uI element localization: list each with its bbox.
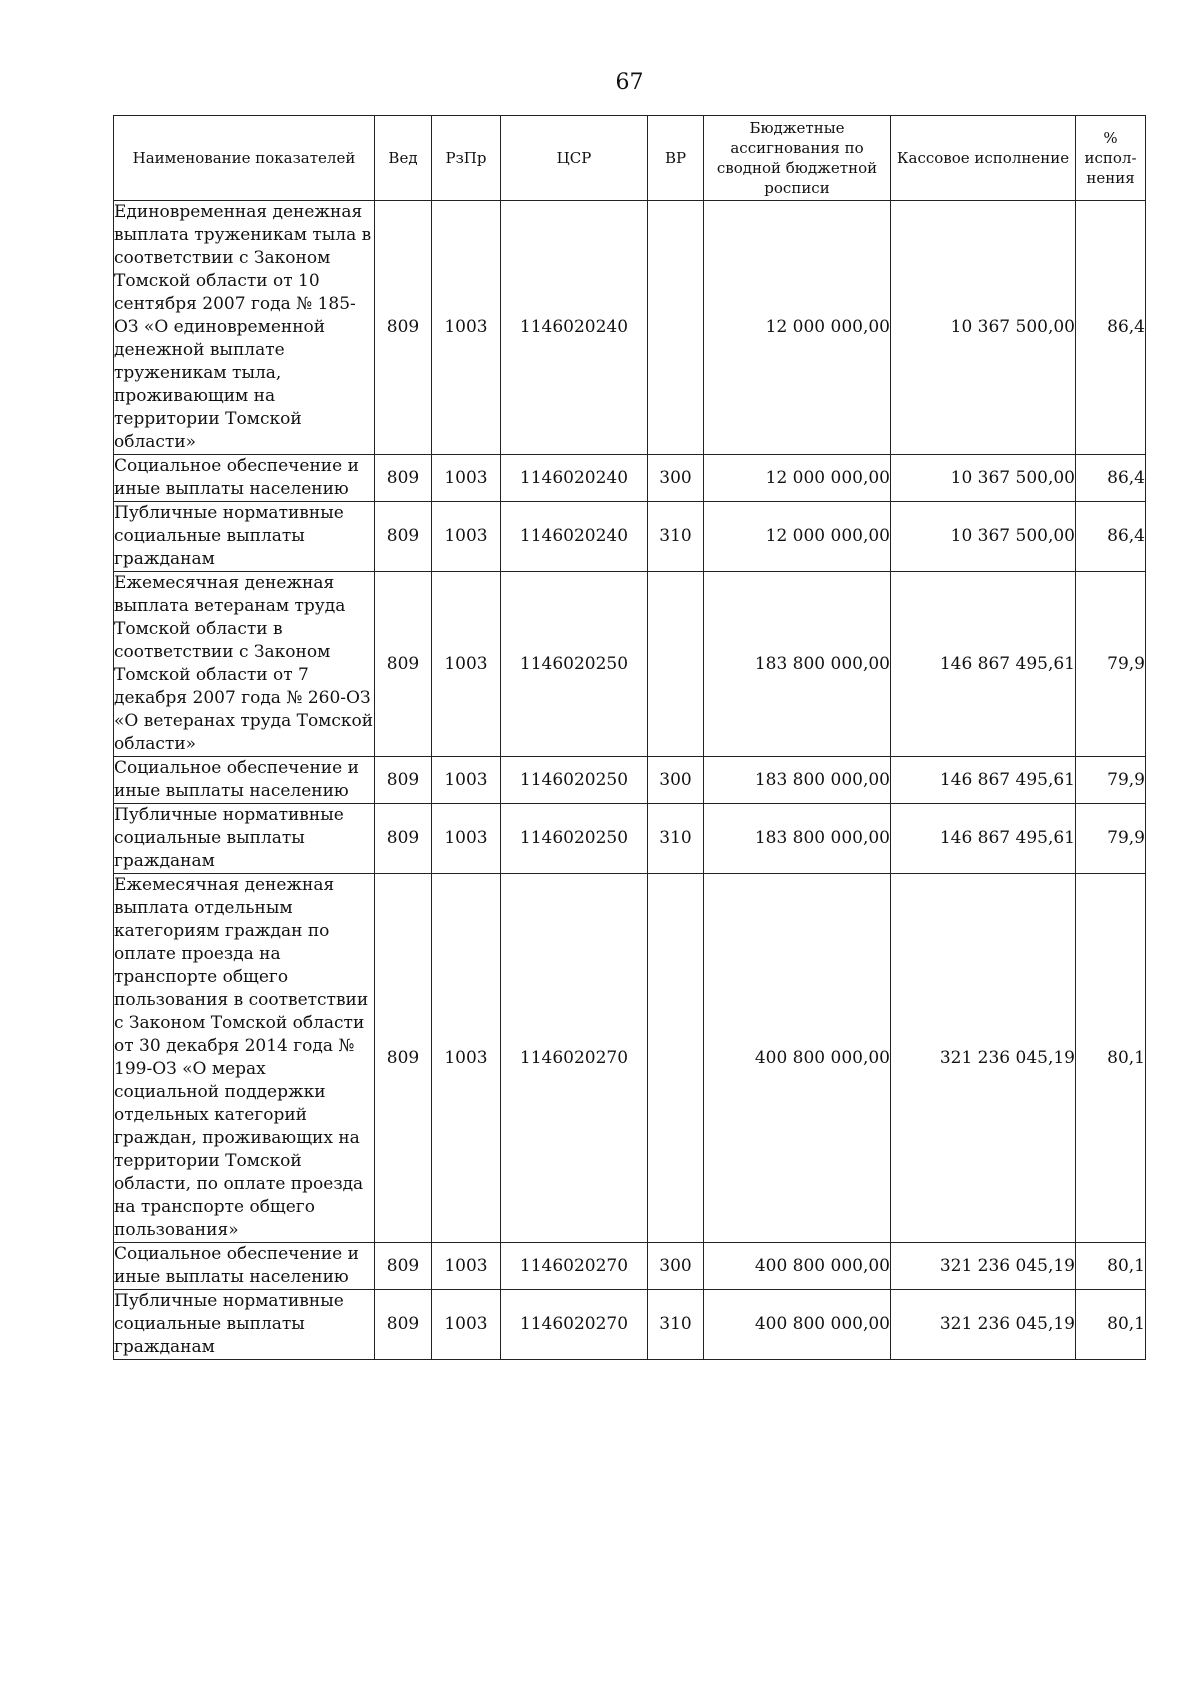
row-assignments: 12 000 000,00 xyxy=(704,502,891,572)
row-name: Публичные нормативные социальные выплаты гражданам xyxy=(114,502,375,572)
page-number: 67 xyxy=(615,70,644,95)
header-assignments: Бюджетные ассигнования по сводной бюджетной росписи xyxy=(704,116,891,201)
row-ved: 809 xyxy=(375,874,432,1243)
row-percent: 80,1 xyxy=(1076,1290,1146,1360)
row-percent: 80,1 xyxy=(1076,874,1146,1243)
row-name: Социальное обеспечение и иные выплаты населению xyxy=(114,1243,375,1290)
row-csr: 1146020240 xyxy=(501,201,648,455)
row-vr xyxy=(648,572,704,757)
row-rzpr: 1003 xyxy=(432,455,501,502)
row-name: Ежемесячная денежная выплата ветеранам труда Томской области в соответствии с Законом Томской области от 7 декабря 2007 года № 260-ОЗ «О ветеранах труда Томской области» xyxy=(114,572,375,757)
table-row xyxy=(114,757,1146,804)
table-row xyxy=(114,502,1146,572)
row-ved: 809 xyxy=(375,757,432,804)
row-percent: 79,9 xyxy=(1076,804,1146,874)
row-name: Публичные нормативные социальные выплаты гражданам xyxy=(114,804,375,874)
row-csr: 1146020250 xyxy=(501,757,648,804)
row-assignments: 12 000 000,00 xyxy=(704,201,891,455)
row-cash: 321 236 045,19 xyxy=(891,874,1076,1243)
table-row xyxy=(114,874,1146,1243)
row-csr: 1146020270 xyxy=(501,1243,648,1290)
row-rzpr: 1003 xyxy=(432,804,501,874)
row-assignments: 183 800 000,00 xyxy=(704,572,891,757)
row-ved: 809 xyxy=(375,804,432,874)
row-cash: 146 867 495,61 xyxy=(891,757,1076,804)
header-csr: ЦСР xyxy=(501,116,648,201)
row-csr: 1146020240 xyxy=(501,455,648,502)
row-name: Единовременная денежная выплата труженикам тыла в соответствии с Законом Томской области от 10 сентября 2007 года № 185-ОЗ «О единовременной денежной выплате труженикам тыла, проживающим на территории Томской области» xyxy=(114,201,375,455)
row-name: Ежемесячная денежная выплата отдельным категориям граждан по оплате проезда на транспорте общего пользования в соответствии с Законом Томской области от 30 декабря 2014 года № 199-ОЗ «О мерах социальной поддержки отдельных категорий граждан, проживающих на территории Томской области, по оплате проезда на транспорте общего пользования» xyxy=(114,874,375,1243)
row-ved: 809 xyxy=(375,455,432,502)
row-rzpr: 1003 xyxy=(432,201,501,455)
row-ved: 809 xyxy=(375,502,432,572)
row-name: Социальное обеспечение и иные выплаты населению xyxy=(114,757,375,804)
header-ved: Вед xyxy=(375,116,432,201)
row-rzpr: 1003 xyxy=(432,874,501,1243)
row-percent: 86,4 xyxy=(1076,455,1146,502)
row-cash: 146 867 495,61 xyxy=(891,804,1076,874)
row-vr: 310 xyxy=(648,1290,704,1360)
table-header-row xyxy=(114,116,1146,201)
row-vr: 300 xyxy=(648,1243,704,1290)
row-vr xyxy=(648,201,704,455)
row-assignments: 400 800 000,00 xyxy=(704,1243,891,1290)
row-percent: 80,1 xyxy=(1076,1243,1146,1290)
table-row xyxy=(114,1243,1146,1290)
header-vr: ВР xyxy=(648,116,704,201)
row-cash: 10 367 500,00 xyxy=(891,455,1076,502)
header-percent: % испол-нения xyxy=(1076,116,1146,201)
row-ved: 809 xyxy=(375,1290,432,1360)
header-rzpr: РзПр xyxy=(432,116,501,201)
row-rzpr: 1003 xyxy=(432,757,501,804)
row-assignments: 183 800 000,00 xyxy=(704,757,891,804)
row-percent: 86,4 xyxy=(1076,201,1146,455)
row-vr: 300 xyxy=(648,455,704,502)
row-cash: 10 367 500,00 xyxy=(891,201,1076,455)
row-ved: 809 xyxy=(375,1243,432,1290)
row-vr: 300 xyxy=(648,757,704,804)
row-csr: 1146020250 xyxy=(501,572,648,757)
table-row xyxy=(114,201,1146,455)
row-csr: 1146020250 xyxy=(501,804,648,874)
row-assignments: 183 800 000,00 xyxy=(704,804,891,874)
row-vr: 310 xyxy=(648,804,704,874)
row-percent: 79,9 xyxy=(1076,572,1146,757)
row-cash: 321 236 045,19 xyxy=(891,1290,1076,1360)
table-row xyxy=(114,804,1146,874)
row-percent: 79,9 xyxy=(1076,757,1146,804)
table-body xyxy=(114,201,1146,1360)
row-csr: 1146020270 xyxy=(501,1290,648,1360)
header-cash: Кассовое исполнение xyxy=(891,116,1076,201)
row-csr: 1146020270 xyxy=(501,874,648,1243)
table-row xyxy=(114,455,1146,502)
row-name: Социальное обеспечение и иные выплаты населению xyxy=(114,455,375,502)
row-cash: 146 867 495,61 xyxy=(891,572,1076,757)
table-row xyxy=(114,1290,1146,1360)
row-vr: 310 xyxy=(648,502,704,572)
row-cash: 10 367 500,00 xyxy=(891,502,1076,572)
row-rzpr: 1003 xyxy=(432,1290,501,1360)
row-percent: 86,4 xyxy=(1076,502,1146,572)
header-name: Наименование показателей xyxy=(114,116,375,201)
row-csr: 1146020240 xyxy=(501,502,648,572)
table-row xyxy=(114,572,1146,757)
row-rzpr: 1003 xyxy=(432,572,501,757)
row-assignments: 12 000 000,00 xyxy=(704,455,891,502)
budget-table xyxy=(113,115,1146,1360)
row-name: Публичные нормативные социальные выплаты гражданам xyxy=(114,1290,375,1360)
row-vr xyxy=(648,874,704,1243)
row-ved: 809 xyxy=(375,572,432,757)
row-ved: 809 xyxy=(375,201,432,455)
row-rzpr: 1003 xyxy=(432,1243,501,1290)
row-assignments: 400 800 000,00 xyxy=(704,874,891,1243)
row-cash: 321 236 045,19 xyxy=(891,1243,1076,1290)
row-assignments: 400 800 000,00 xyxy=(704,1290,891,1360)
row-rzpr: 1003 xyxy=(432,502,501,572)
